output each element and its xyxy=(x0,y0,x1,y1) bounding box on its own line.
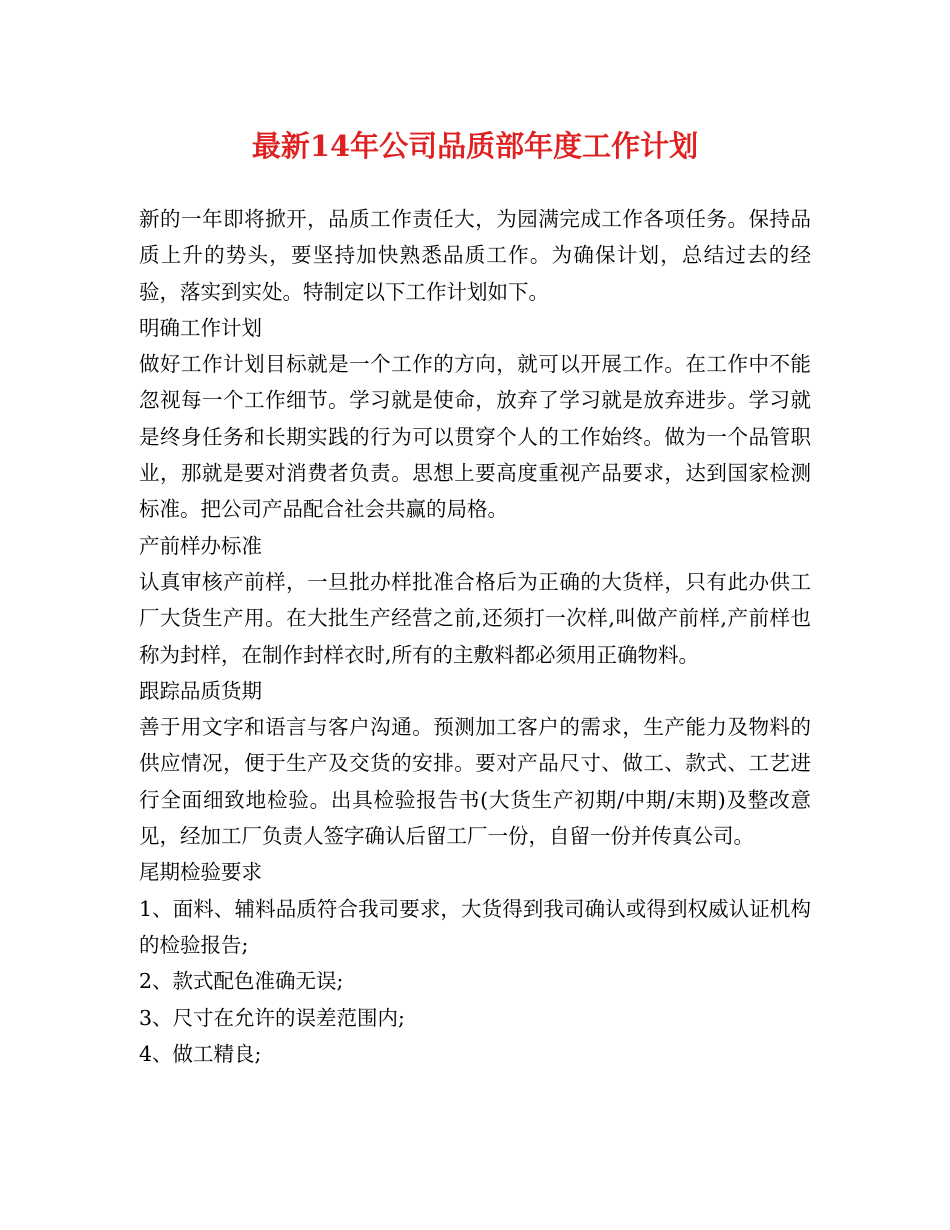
list-item: 2、款式配色准确无误; xyxy=(139,969,344,994)
list-item: 3、尺寸在允许的误差范围内; xyxy=(139,1005,405,1030)
section-heading: 跟踪品质货期 xyxy=(139,678,262,703)
body-paragraph: 认真审核产前样，一旦批办样批准合格后为正确的大货样，只有此办供工厂大货生产用。在大批生产经营之前,还须打一次样,叫做产前样,产前样也称为封样，在制作封样衣时,所有的主敷料都必须用正确物料。 xyxy=(139,569,811,667)
intro-paragraph: 新的一年即将掀开，品质工作责任大，为园满完成工作各项任务。保持品质上升的势头，要坚持加快熟悉品质工作。为确保计划，总结过去的经验，落实到实处。特制定以下工作计划如下。 xyxy=(139,207,811,304)
list-item: 1、面料、辅料品质符合我司要求，大货得到我司确认或得到权威认证机构的检验报告; xyxy=(139,896,811,957)
document-body xyxy=(139,201,811,1072)
body-paragraph: 做好工作计划目标就是一个工作的方向，就可以开展工作。在工作中不能忽视每一个工作细节。学习就是使命，放弃了学习就是放弃进步。学习就是终身任务和长期实践的行为可以贯穿个人的工作始终。做为一个品管职业，那就是要对消费者负责。思想上要高度重视产品要求，达到国家检测标准。把公司产品配合社会共赢的局格。 xyxy=(139,352,811,522)
list-item: 4、做工精良; xyxy=(139,1041,262,1066)
section-heading: 明确工作计划 xyxy=(139,315,262,340)
section-heading: 产前样办标准 xyxy=(139,533,262,558)
body-paragraph: 善于用文字和语言与客户沟通。预测加工客户的需求，生产能力及物料的供应情况，便于生产及交货的安排。要对产品尺寸、做工、款式、工艺进行全面细致地检验。出具检验报告书(大货生产初期/中期/末期)及整改意见，经加工厂负责人签字确认后留工厂一份，自留一份并传真公司。 xyxy=(139,715,811,849)
document-title: 最新14年公司品质部年度工作计划 xyxy=(251,129,699,163)
section-heading: 尾期检验要求 xyxy=(139,860,262,885)
